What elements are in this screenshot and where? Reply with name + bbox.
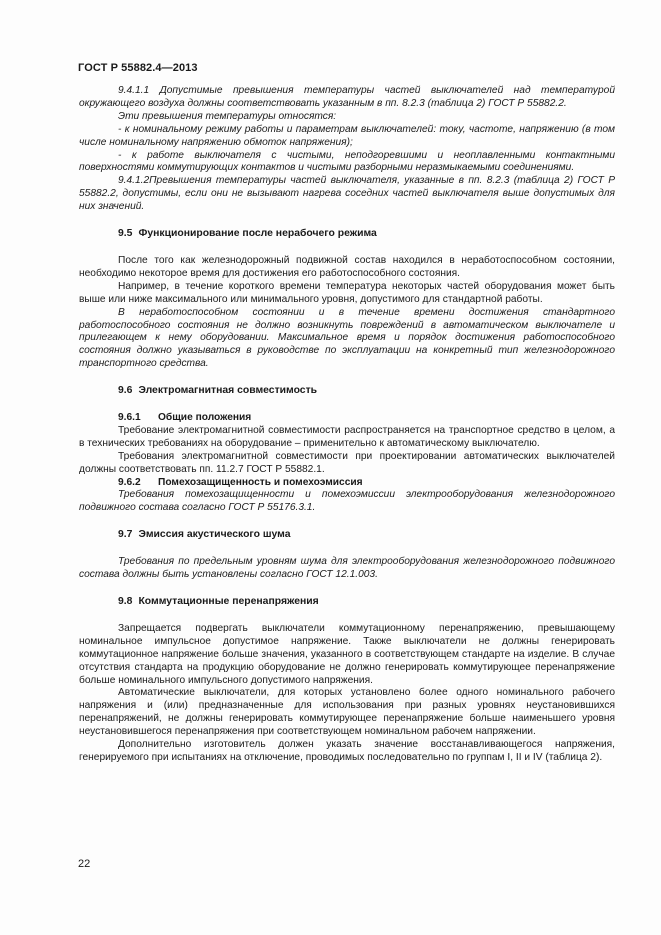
paragraph: - к работе выключателя с чистыми, неподгоревшими и неоплавленными контактными поверхностями коммутирующих контактов и чистыми разборными неразмыкаемыми соединениями. [79, 149, 615, 174]
subsection-heading-9-6-2: 9.6.2 Помехозащищенность и помехоэмиссия [118, 476, 363, 488]
paragraph: Требования помехозащищенности и помехоэмиссии электрооборудования железнодорожного подвижного состава согласно ГОСТ Р 55176.3.1. [79, 489, 615, 514]
page-number: 22 [78, 858, 91, 870]
paragraph: Например, в течение короткого времени температура некоторых частей оборудования может быть выше или ниже максимального или минимального уровня, допустимого для стандартной работы. [79, 280, 615, 305]
paragraph: - к номинальному режиму работы и параметрам выключателей: току, частоте, напряжению (в том числе номинальному напряжению обмоток напряжения); [79, 123, 615, 148]
paragraph: Запрещается подвергать выключатели коммутационному перенапряжению, превышающему номинальное импульсное допустимое напряжение. Также выключатели не должны генерировать коммутационное напряжение больше значения, указанного в соответствующем стандарте на изделие. В случае отсутствия стандарта на продукцию оборудование не должно генерировать коммутирующее перенапряжение больше номинального импульсного допустимого напряжения. [79, 622, 615, 686]
paragraph: 9.4.1.2Превышения температуры частей выключателя, указанные в пп. 8.2.3 (таблица 2) ГОСТ Р 55882.2, допустимы, если они не вызывают нагрева соседних частей выключателя выше допустимых для них значений. [79, 175, 615, 213]
paragraph: В неработоспособном состоянии и в течение времени достижения стандартного работоспособного состояния не должно возникнуть повреждений в автоматическом выключателе и прилегающем к нему оборудовании. Максимальное время и порядок достижения работоспособного состояния должно указываться в руководстве по эксплуатации на конкретный тип железнодорожного транспортного средства. [79, 306, 615, 370]
paragraph: Требования электромагнитной совместимости при проектировании автоматических выключателей должны соответствовать пп. 11.2.7 ГОСТ Р 55882.1. [79, 450, 615, 475]
paragraph: Эти превышения температуры относятся: [118, 110, 337, 122]
paragraph: Автоматические выключатели, для которых установлено более одного номинального рабочего напряжения и (или) предназначенные для использования при разных уровнях неустановившихся перенапряжений, не должны генерировать коммутирующее перенапряжение больше наименьшего уровня неустановившегося перенапряжения при соответствующем номинальном рабочем напряжении. [79, 687, 615, 738]
paragraph: После того как железнодорожный подвижной состав находился в неработоспособном состоянии, необходимо некоторое время для достижения его работоспособного состояния. [79, 254, 615, 279]
paragraph: Требования по предельным уровням шума для электрооборудования железнодорожного подвижного состава должны быть установлены согласно ГОСТ 12.1.003. [79, 556, 615, 581]
section-heading-9-8: 9.8 Коммутационные перенапряжения [118, 596, 319, 607]
paragraph: Дополнительно изготовитель должен указать значение восстанавливающегося напряжения, генерируемого при испытаниях на отключение, проводимых последовательно по группам I, II и IV (таблица 2). [79, 739, 615, 763]
document-body [79, 85, 615, 765]
document-header: ГОСТ Р 55882.4—2013 [78, 62, 198, 74]
paragraph: Требование электромагнитной совместимости распространяется на транспортное средство в целом, а в технических требованиях на оборудование – применительно к автоматическому выключателю. [79, 424, 615, 449]
section-heading-9-5: 9.5 Функционирование после нерабочего режима [118, 228, 377, 240]
paragraph: 9.4.1.1 Допустимые превышения температуры частей выключателей над температурой окружающего воздуха должны соответствовать указанным в пп. 8.2.3 (таблица 2) ГОСТ Р 55882.2. [79, 85, 615, 109]
section-heading-9-7: 9.7 Эмиссия акустического шума [118, 529, 291, 541]
subsection-heading-9-6-1: 9.6.1 Общие положения [118, 412, 252, 424]
section-heading-9-6: 9.6 Электромагнитная совместимость [118, 385, 318, 397]
